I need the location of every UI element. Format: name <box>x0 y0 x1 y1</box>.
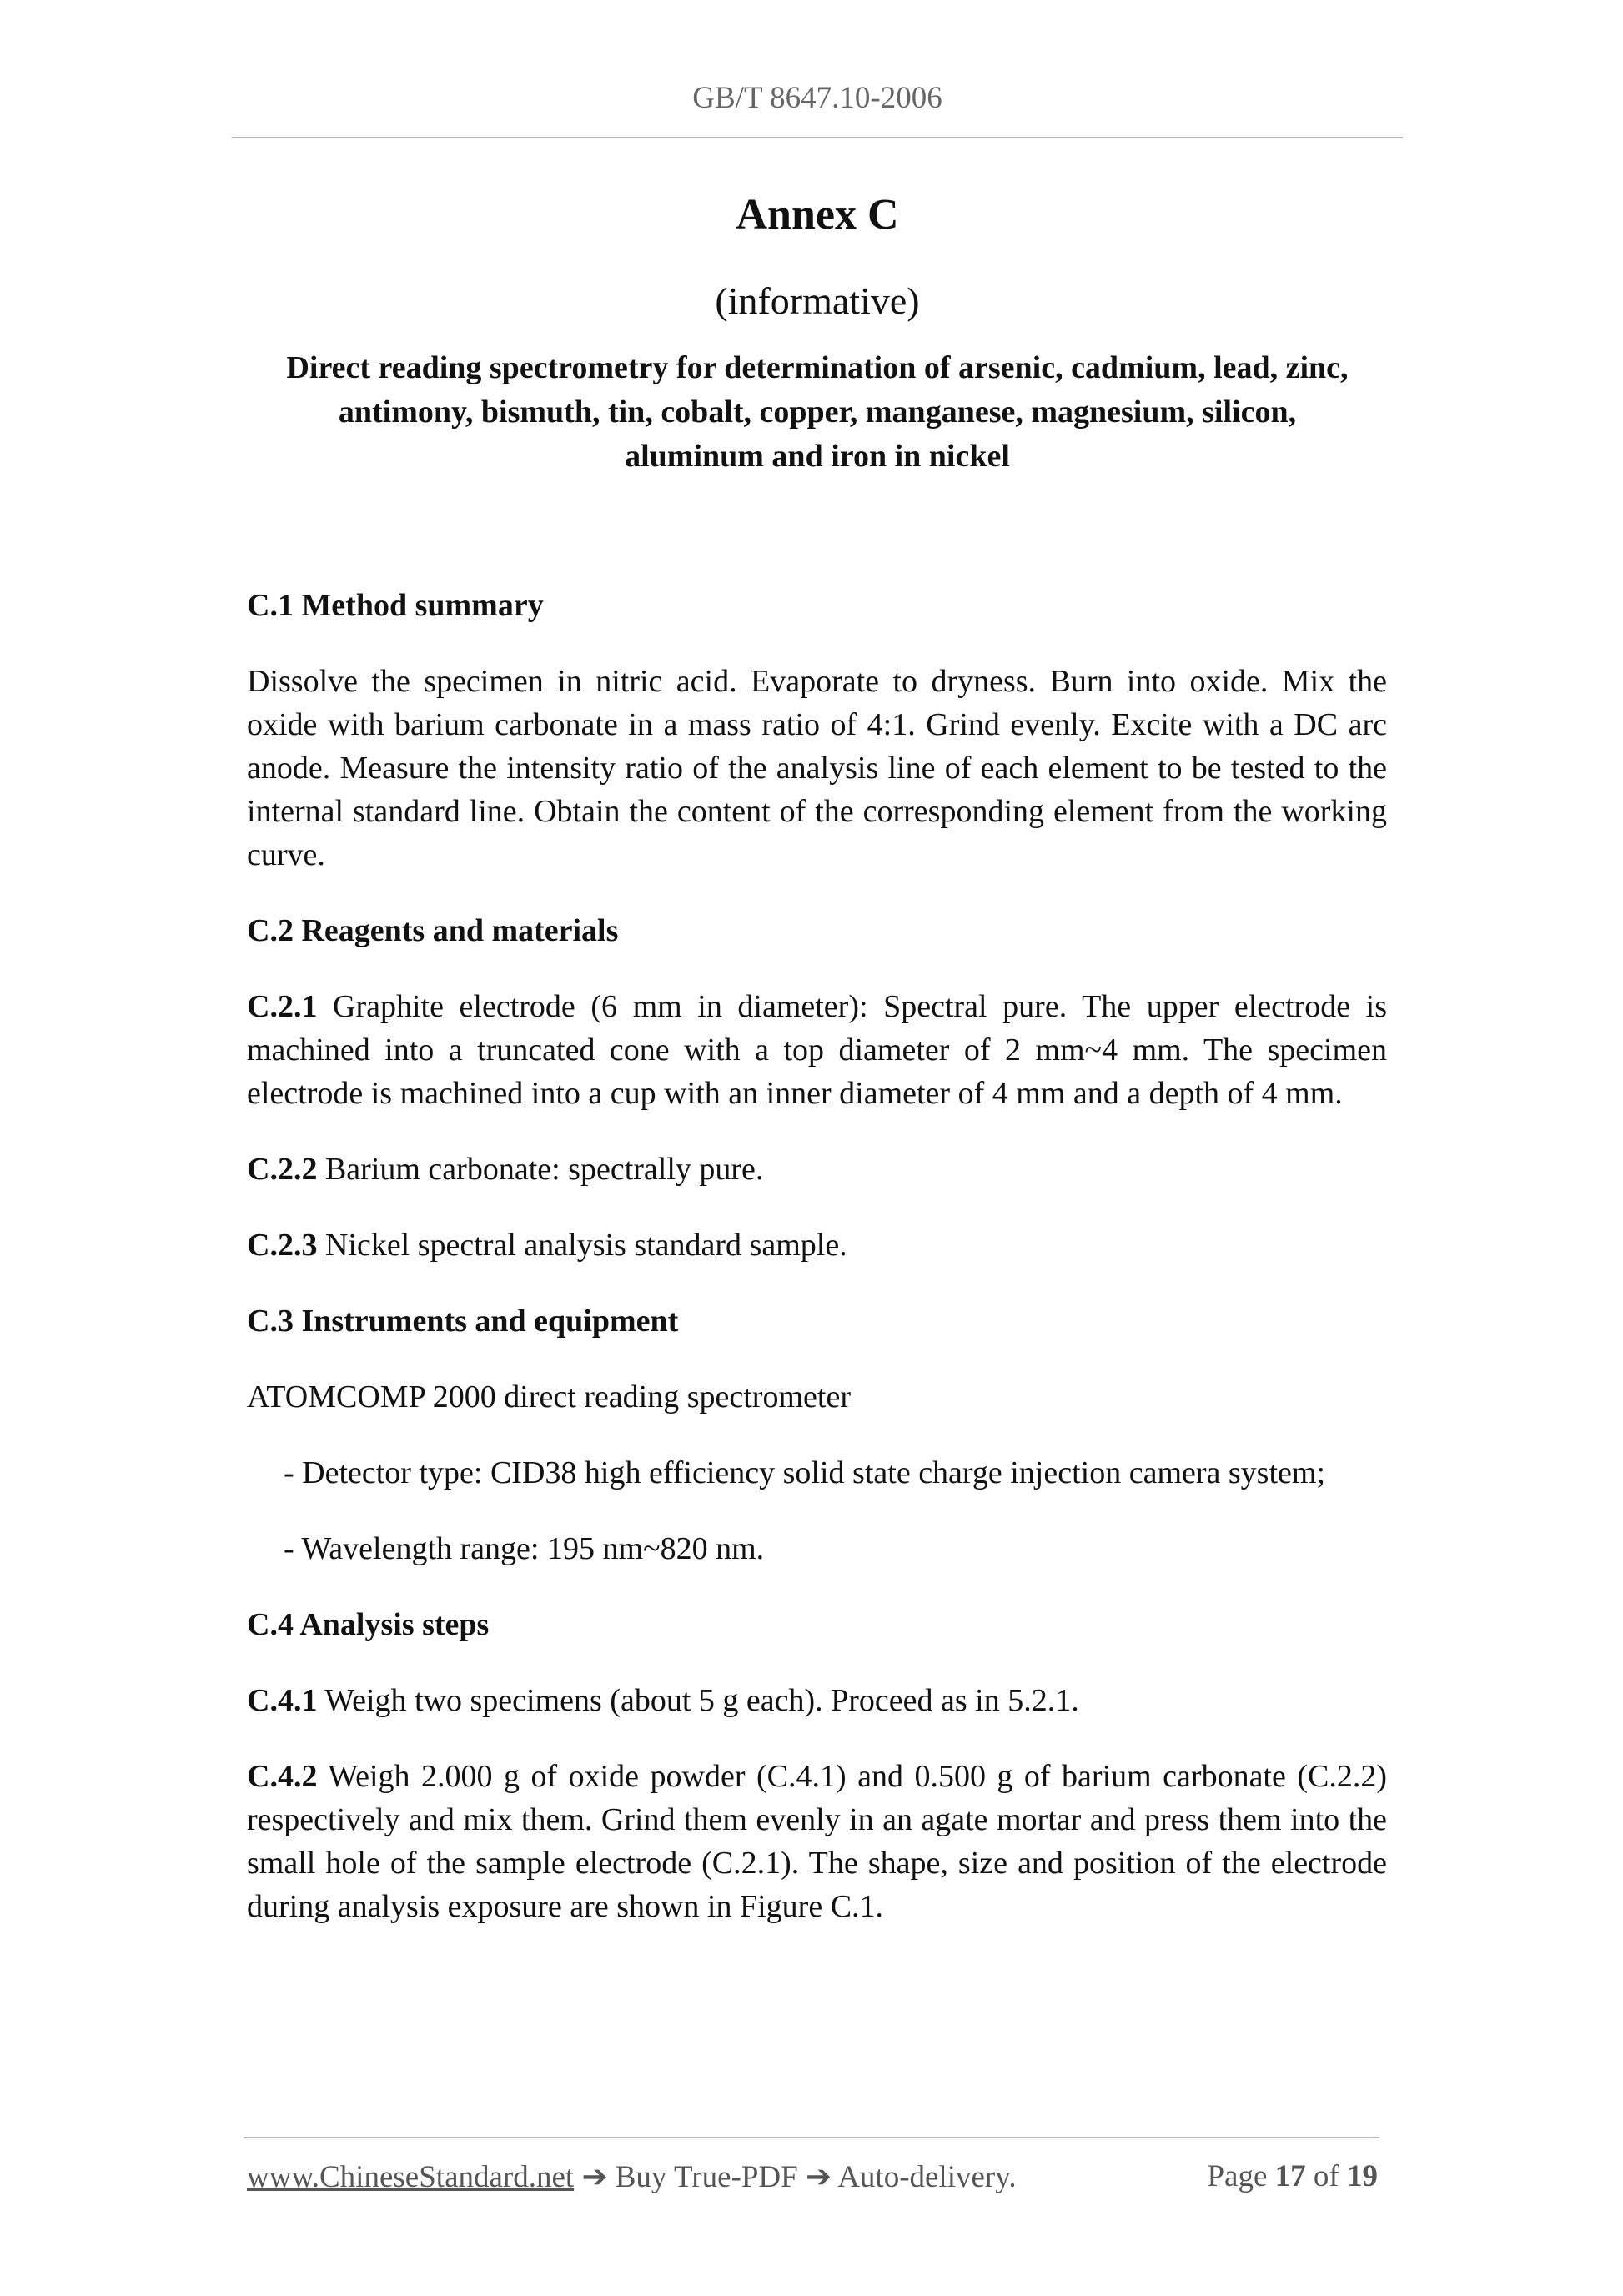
footer-divider <box>244 2137 1379 2138</box>
annex-subtitle-line: aluminum and iron in nickel <box>625 439 1010 474</box>
instrument-spec-wavelength: - Wavelength range: 195 nm~820 nm. <box>284 1531 765 1566</box>
instrument-spec-detector: - Detector type: CID38 high efficiency solid state charge injection camera system; <box>284 1455 1326 1490</box>
of-word: of <box>1313 2159 1339 2193</box>
annex-subtitle-line: Direct reading spectrometry for determination of arsenic, cadmium, lead, zinc, <box>286 350 1349 385</box>
clause-text: Weigh 2.000 g of oxide powder (C.4.1) and 0.500 g of barium carbonate (C.2.2) respectively and mix them. Grind them evenly in an agate mortar and press them into the small hole of the sample electrode (C.2.1). The shape, size and position of the electrode during analysis exposure are shown in Figure C.1. <box>247 1759 1387 1924</box>
clause-text: Nickel spectral analysis standard sample. <box>317 1228 847 1263</box>
clause-text: Barium carbonate: spectrally pure. <box>317 1152 764 1187</box>
annex-subtitle-line: antimony, bismuth, tin, cobalt, copper, manganese, magnesium, silicon, <box>338 394 1297 430</box>
annex-informative-label: (informative) <box>715 279 920 322</box>
running-header-code: GB/T 8647.10-2006 <box>692 81 942 115</box>
section-heading-c4: C.4 Analysis steps <box>247 1607 490 1642</box>
clause-number: C.2.3 <box>247 1228 318 1263</box>
header-divider <box>232 137 1403 138</box>
section-heading-c3: C.3 Instruments and equipment <box>247 1304 679 1339</box>
section-heading-c2: C.2 Reagents and materials <box>247 913 619 948</box>
page-number: 17 <box>1274 2159 1306 2193</box>
clause-number: C.2.1 <box>247 989 318 1024</box>
clause-c2-3 <box>247 1223 1387 1267</box>
clause-number: C.4.1 <box>247 1683 318 1718</box>
page-word: Page <box>1207 2159 1268 2193</box>
clause-c2-1 <box>247 985 1387 1115</box>
page-total: 19 <box>1347 2159 1378 2193</box>
annex-title: Annex C <box>736 191 899 239</box>
clause-text: Graphite electrode (6 mm in diameter): Spectral pure. The upper electrode is machined into a truncated cone with a top diameter of 2 mm~4 mm. The specimen electrode is machined into a cup with an inner diameter of 4 mm and a depth of 4 mm. <box>247 989 1387 1111</box>
buy-pdf-text: Buy True-PDF <box>615 2160 798 2194</box>
clause-text: Weigh two specimens (about 5 g each). Proceed as in 5.2.1. <box>317 1683 1079 1718</box>
instrument-name: ATOMCOMP 2000 direct reading spectrometer <box>247 1379 851 1414</box>
page-indicator <box>1207 2158 1378 2194</box>
document-body <box>247 584 1387 1961</box>
clause-number: C.4.2 <box>247 1759 318 1794</box>
website-link[interactable]: www.ChineseStandard.net <box>247 2160 575 2194</box>
footer-promo <box>247 2158 1017 2195</box>
annex-subtitle <box>250 346 1384 479</box>
clause-c2-2 <box>247 1148 1387 1191</box>
arrow-right-icon: ➔ <box>797 2160 838 2194</box>
clause-number: C.2.2 <box>247 1152 318 1187</box>
clause-c4-1 <box>247 1679 1387 1722</box>
auto-delivery-text: Auto-delivery. <box>837 2160 1017 2194</box>
arrow-right-icon: ➔ <box>574 2160 616 2194</box>
section-heading-c1: C.1 Method summary <box>247 588 544 623</box>
clause-c4-2 <box>247 1755 1387 1928</box>
method-summary-paragraph: Dissolve the specimen in nitric acid. Evaporate to dryness. Burn into oxide. Mix the oxide with barium carbonate in a mass ratio of 4:1. Grind evenly. Excite with a DC arc anode. Measure the intensity ratio of the analysis line of each element to be tested to the internal standard line. Obtain the content of the corresponding element from the working curve. <box>247 664 1387 872</box>
